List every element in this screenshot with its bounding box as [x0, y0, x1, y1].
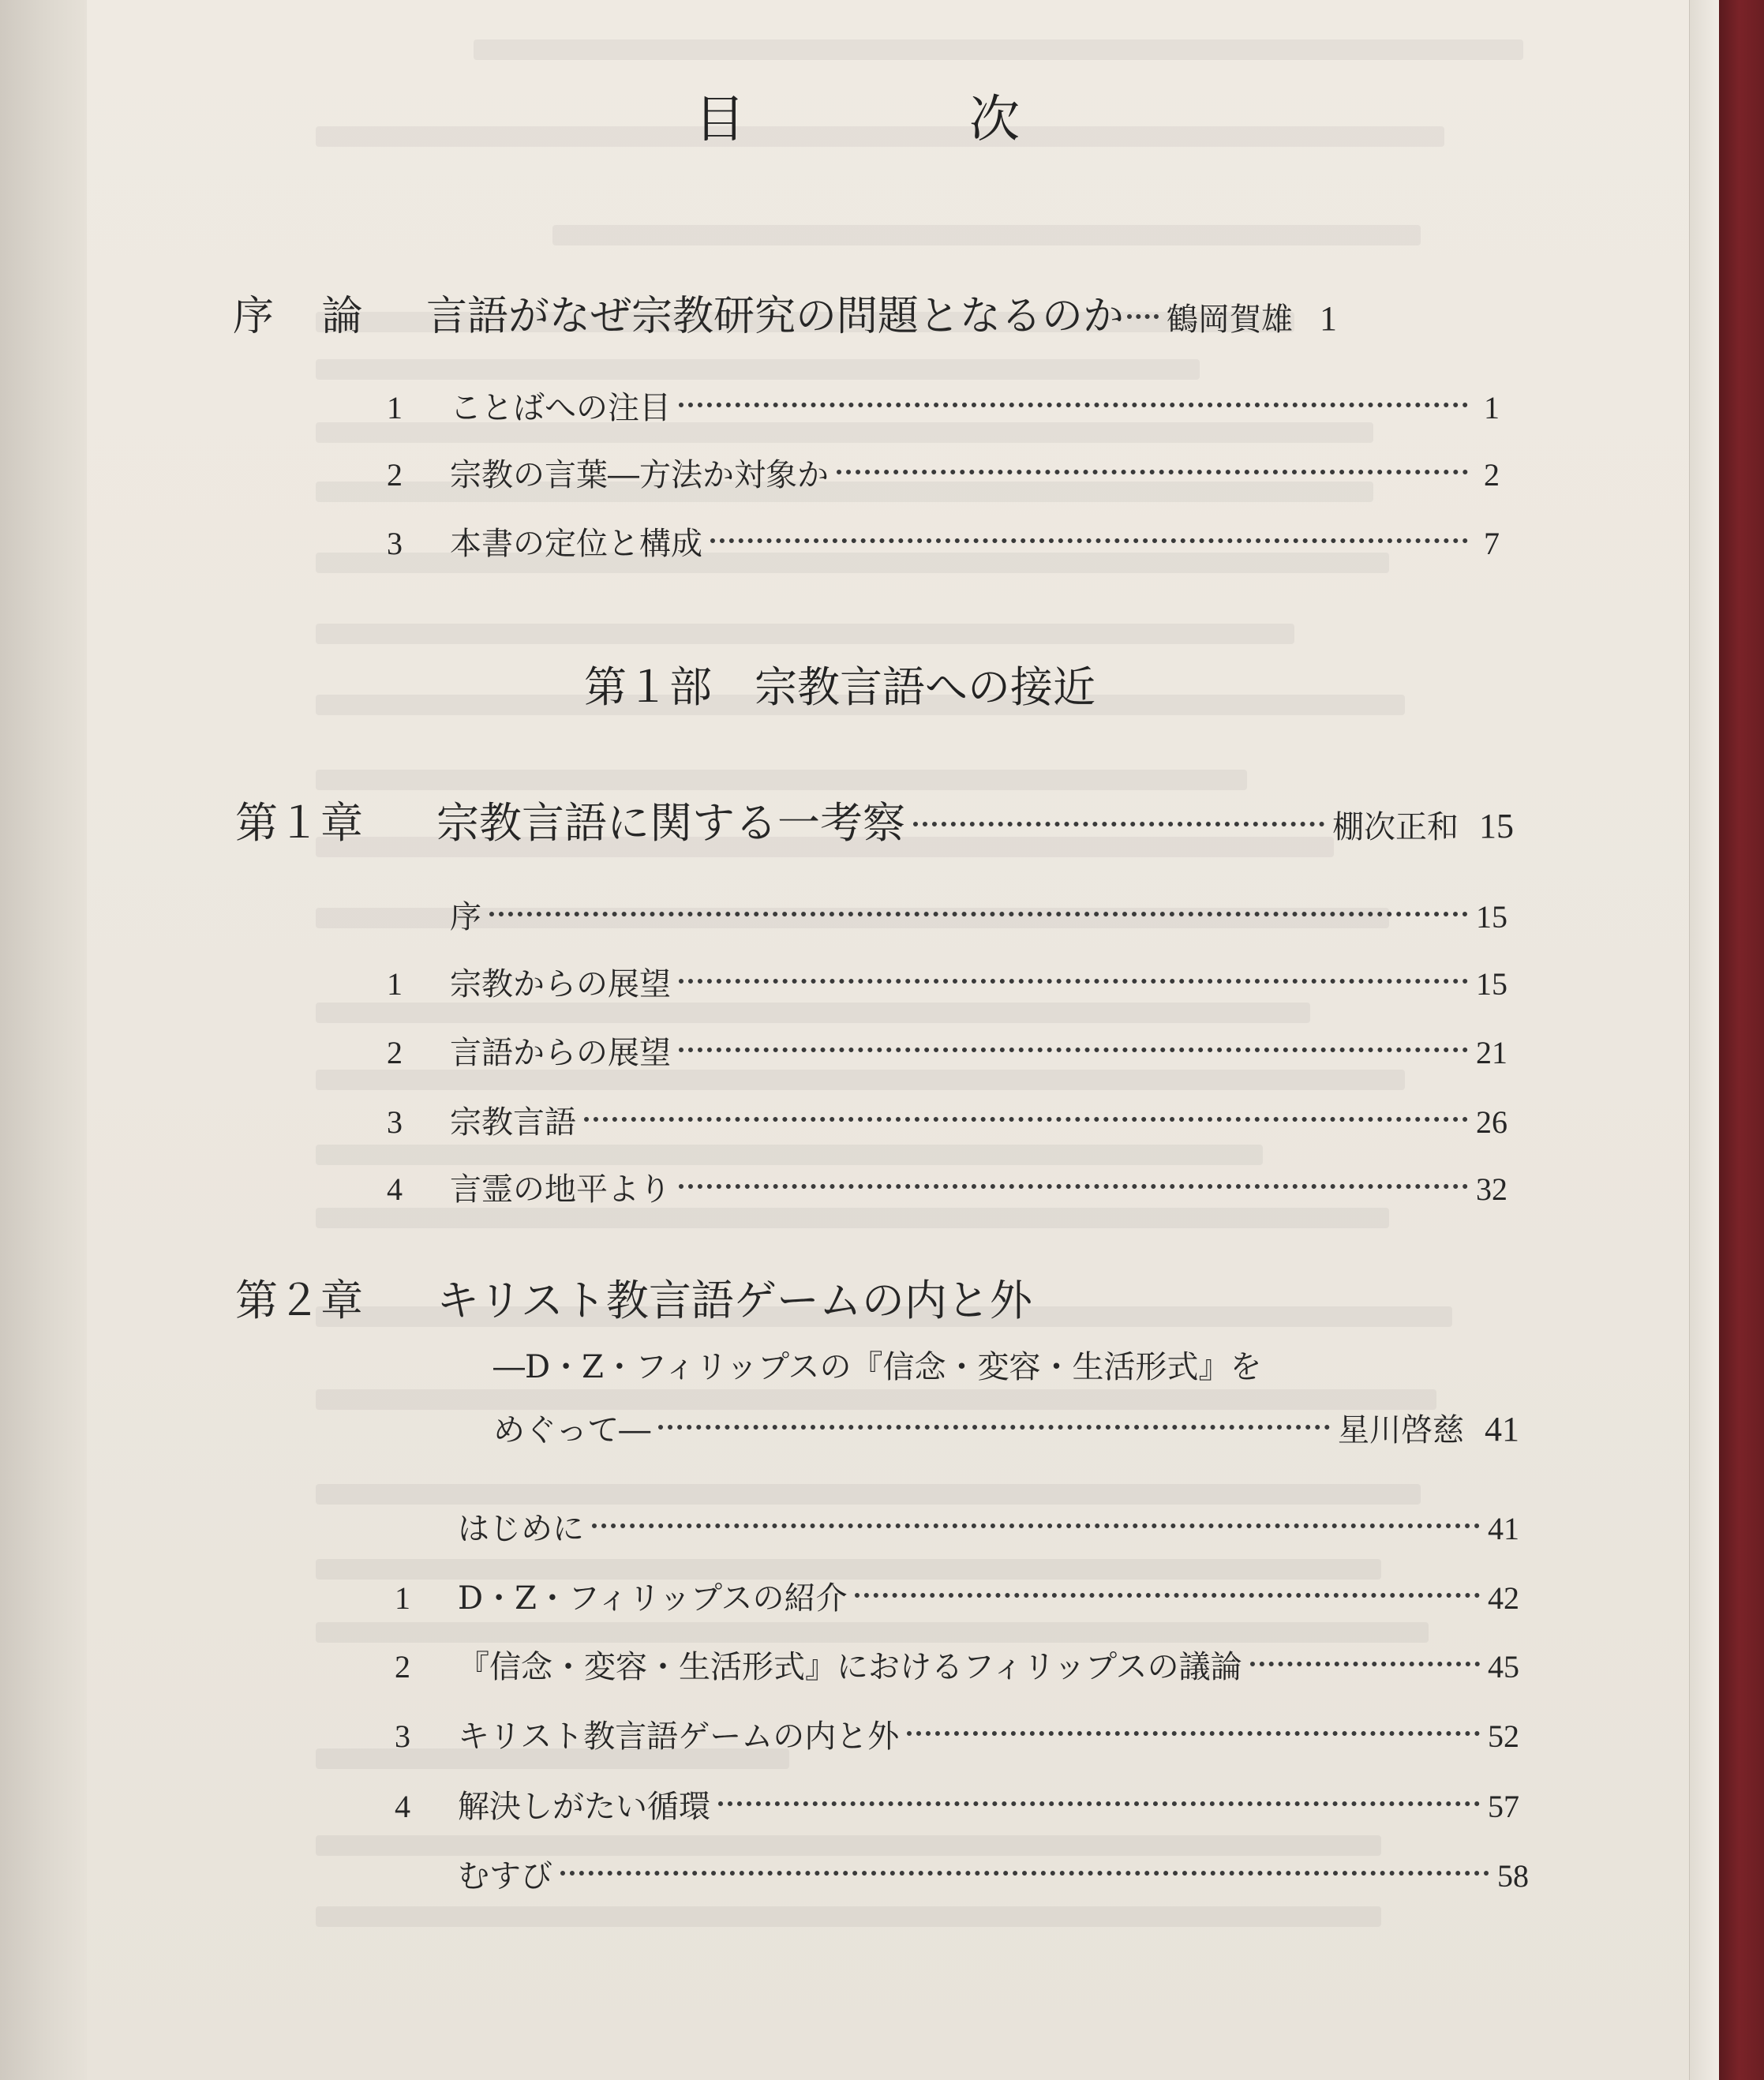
intro-title: 言語がなぜ宗教研究の問題となるのか: [426, 293, 1125, 340]
toc-entry-chapter-1: [235, 789, 1514, 850]
toc-section: [395, 1711, 1519, 1756]
toc-section: [395, 1642, 1519, 1687]
section-title: ことばへの注目: [450, 390, 671, 426]
section-title: 『信念・変容・生活形式』におけるフィリップスの議論: [458, 1649, 1242, 1685]
toc-title: 目 次: [695, 91, 1107, 149]
section-title: 本書の定位と構成: [450, 526, 702, 562]
section-page: 42: [1488, 1580, 1519, 1616]
toc-section: [395, 1851, 1529, 1896]
toc-section: [387, 383, 1500, 428]
section-number: 2: [395, 1649, 410, 1685]
section-title: むすび: [458, 1858, 552, 1894]
chapter-label: 第１章: [235, 798, 363, 848]
chapter-author: 棚次正和: [1332, 809, 1459, 845]
toc-section: [395, 1782, 1519, 1827]
leader-dots: [584, 1117, 1468, 1122]
leader-dots: [855, 1593, 1480, 1598]
chapter-page: 41: [1485, 1410, 1519, 1449]
leader-dots: [679, 1184, 1468, 1189]
chapter-label: 第２章: [235, 1276, 363, 1325]
chapter-subtitle-line-2: [493, 1405, 1519, 1450]
leader-dots: [679, 403, 1468, 407]
toc-section: [395, 1573, 1519, 1618]
section-number: 2: [387, 457, 403, 493]
section-title: 宗教の言葉―方法か対象か: [450, 457, 829, 493]
section-number: 3: [387, 526, 403, 561]
section-title: はじめに: [458, 1511, 584, 1547]
toc-entry-chapter-2: [235, 1267, 1514, 1328]
section-title: 宗教からの展望: [450, 966, 671, 1003]
section-page: 45: [1488, 1649, 1519, 1685]
section-number: 4: [387, 1171, 403, 1207]
leader-dots: [718, 1801, 1480, 1806]
leader-dots: [907, 1731, 1480, 1736]
leader-dots: [1250, 1662, 1480, 1666]
intro-page: 1: [1320, 299, 1338, 338]
chapter-title: キリスト教言語ゲームの内と外: [436, 1276, 1032, 1325]
section-page: 52: [1488, 1718, 1519, 1754]
chapter-page: 15: [1479, 807, 1514, 845]
red-book-cover-edge: [1719, 0, 1764, 2080]
leader-dots: [592, 1523, 1480, 1528]
toc-entry-intro: [233, 283, 1504, 342]
part-heading: 第１部 宗教言語への接近: [584, 662, 1095, 712]
leader-dots: [560, 1871, 1489, 1876]
section-title: 言語からの展望: [450, 1035, 671, 1071]
toc-section: [387, 1028, 1507, 1073]
intro-author: 鶴岡賀雄: [1167, 302, 1294, 338]
section-number: 1: [387, 966, 403, 1002]
intro-label: 序 論: [233, 293, 380, 340]
section-title: D・Z・フィリップスの紹介: [458, 1580, 848, 1617]
section-page: 2: [1484, 457, 1500, 493]
section-page: 15: [1476, 966, 1507, 1002]
toc-section: [387, 959, 1507, 1004]
section-number: 1: [395, 1580, 410, 1616]
page-gutter: [1689, 0, 1720, 2080]
leader-dots: [710, 538, 1468, 543]
section-title: 宗教言語: [450, 1104, 576, 1141]
chapter-author: 星川啓慈: [1338, 1412, 1464, 1449]
toc-section: [387, 1164, 1507, 1209]
section-page: 1: [1484, 390, 1500, 425]
section-title: 解決しがたい循環: [458, 1789, 710, 1825]
section-number: 1: [387, 390, 403, 425]
leader-dots: [913, 822, 1324, 826]
section-page: 15: [1476, 899, 1507, 935]
toc-section: [387, 1097, 1507, 1142]
toc-section: [395, 1504, 1519, 1549]
section-page: 21: [1476, 1035, 1507, 1070]
chapter-title: 宗教言語に関する一考察: [436, 798, 905, 848]
section-number: 4: [395, 1789, 410, 1824]
section-number: 3: [387, 1104, 403, 1140]
chapter-subtitle-text: めぐって―: [493, 1412, 651, 1449]
section-page: 57: [1488, 1789, 1519, 1824]
leader-dots: [679, 979, 1468, 984]
toc-section: [387, 892, 1507, 937]
leader-dots: [837, 470, 1468, 474]
leader-dots: [489, 912, 1468, 916]
section-title: 序: [450, 899, 481, 935]
section-number: 3: [395, 1718, 410, 1754]
section-number: 2: [387, 1035, 403, 1070]
section-page: 26: [1476, 1104, 1507, 1140]
leader-dots: [679, 1047, 1468, 1052]
section-page: 41: [1488, 1511, 1519, 1546]
toc-section: [387, 450, 1500, 495]
chapter-subtitle-line-1: ―D・Z・フィリップスの『信念・変容・生活形式』を: [493, 1349, 1262, 1385]
section-page: 32: [1476, 1171, 1507, 1207]
section-title: 言霊の地平より: [450, 1171, 671, 1208]
section-title: キリスト教言語ゲームの内と外: [458, 1718, 900, 1755]
page-left-margin: [0, 0, 87, 2080]
leader-dots: [658, 1425, 1330, 1430]
section-page: 7: [1484, 526, 1500, 561]
toc-section: [387, 519, 1500, 564]
leader-dots: [1127, 314, 1159, 319]
section-page: 58: [1497, 1858, 1529, 1894]
